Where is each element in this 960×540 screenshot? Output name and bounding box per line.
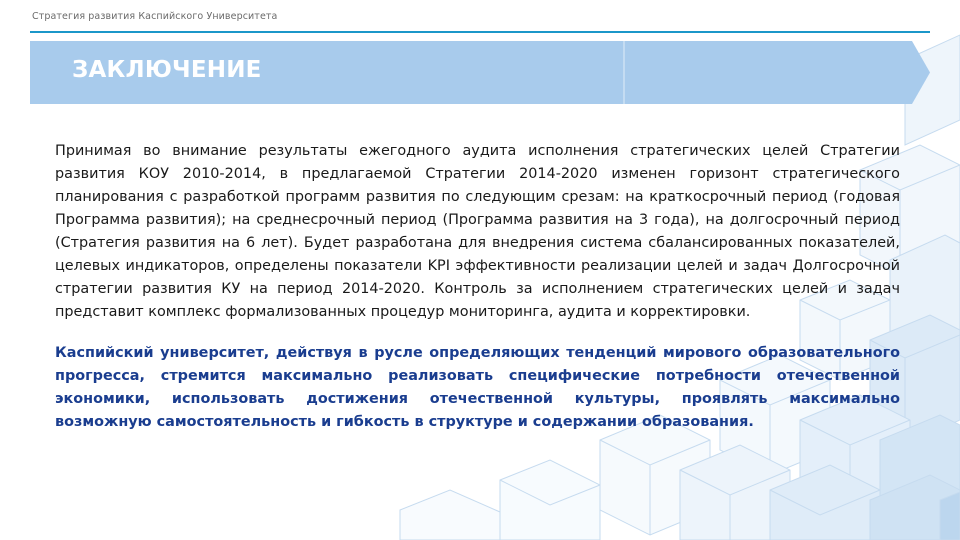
slide-body	[55, 140, 900, 434]
emphasis-paragraph: Каспийский университет, действуя в русле определяющих тенденций мирового образовательного прогресса, стремится максимально реализовать специфические потребности отечественной экономики, использовать достижения отечественной культуры, проявлять максимально возможную самостоятельность и гибкость в структуре и содержании образования.	[55, 345, 900, 430]
body-paragraph: Принимая во внимание результаты ежегодного аудита исполнения стратегических целей Стратегии развития КОУ 2010-2014, в предлагаемой Стратегии 2014-2020 изменен горизонт стратегического планирования с разработкой программ развития по следующим срезам: на краткосрочный период (годовая Программа развития); на среднесрочный период (Программа развития на 3 года), на долгосрочный период (Стратегия развития на 6 лет). Будет разработана для внедрения система сбалансированных показателей, целевых индикаторов, определены показатели KPI эффективности реализации целей и задач Долгосрочной стратегии развития КУ на период 2014-2020. Контроль за исполнением стратегических целей и задач представит комплекс формализованных процедур мониторинга, аудита и корректировки.	[55, 143, 900, 320]
page-title: ЗАКЛЮЧЕНИЕ	[72, 57, 262, 83]
header-divider	[30, 31, 930, 33]
header-subtitle: Стратегия развития Каспийского Университета	[32, 11, 278, 22]
